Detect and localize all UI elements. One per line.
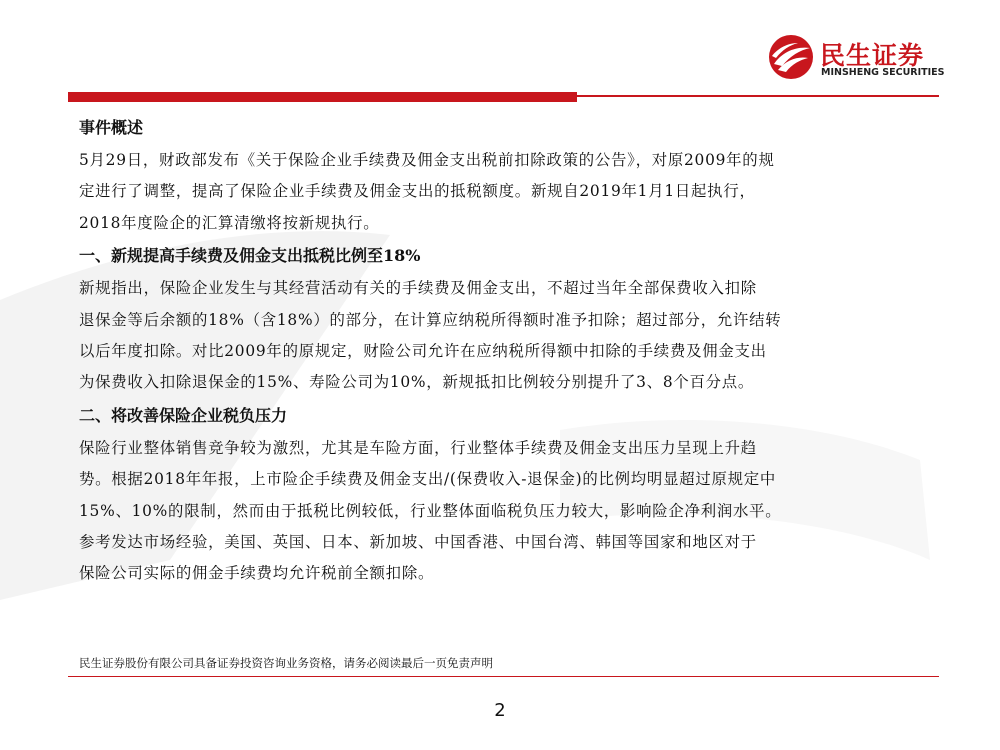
header-thin-rule [577,95,939,97]
report-body [79,111,919,590]
company-logo [768,34,948,84]
text-line: 以后年度扣除。对比2009年的原规定，财险公司允许在应纳税所得额中扣除的手续费及佣金支出 [79,342,767,361]
text-line: 定进行了调整，提高了保险企业手续费及佣金支出的抵税额度。新规自2019年1月1日起执行， [79,182,756,201]
text-line: 2018年度险企的汇算清缴将按新规执行。 [79,213,380,232]
footer-rule [68,676,939,677]
paragraph-tax-burden [79,433,919,590]
text-line: 保险公司实际的佣金手续费均允许税前全额扣除。 [79,564,435,583]
text-line: 为保费收入扣除退保金的15%、寿险公司为10%，新规抵扣比例较分别提升了3、8个百分点。 [79,373,755,392]
header-thick-rule [68,92,577,102]
text-line: 保险行业整体销售竞争较为激烈，尤其是车险方面，行业整体手续费及佣金支出压力呈现上升趋 [79,438,757,457]
text-line: 5月29日，财政部发布《关于保险企业手续费及佣金支出税前扣除政策的公告》，对原2009年的规 [79,151,775,169]
text-line: 新规指出，保险企业发生与其经营活动有关的手续费及佣金支出，不超过当年全部保费收入扣除 [79,279,757,298]
paragraph-new-rule [79,273,919,399]
logo-emblem-icon [768,34,814,80]
text-line: 退保金等后余额的18%（含18%）的部分，在计算应纳税所得额时准予扣除；超过部分，允许结转 [79,310,782,329]
text-line: 15%、10%的限制，然而由于抵税比例较低，行业整体面临税负压力较大，影响险企净利润水平。 [79,501,782,520]
section-heading-overview: 事件概述 [79,118,144,137]
text-line: 势。根据2018年年报，上市险企手续费及佣金支出/(保费收入-退保金)的比例均明显超过原规定中 [79,470,777,489]
page-number: 2 [494,700,506,721]
logo-chinese-name: 民生证券 [820,41,925,70]
footer-disclaimer: 民生证券股份有限公司具备证券投资咨询业务资格，请务必阅读最后一页免责声明 [79,656,493,670]
logo-english-name: MINSHENG SECURITIES [821,67,945,78]
text-line: 参考发达市场经验，美国、英国、日本、新加坡、中国香港、中国台湾、韩国等国家和地区对于 [79,533,757,552]
section-heading-tax-burden: 二、将改善保险企业税负压力 [79,405,288,425]
paragraph-overview [79,145,919,239]
section-heading-new-rule: 一、新规提高手续费及佣金支出抵税比例至18% [79,246,421,266]
